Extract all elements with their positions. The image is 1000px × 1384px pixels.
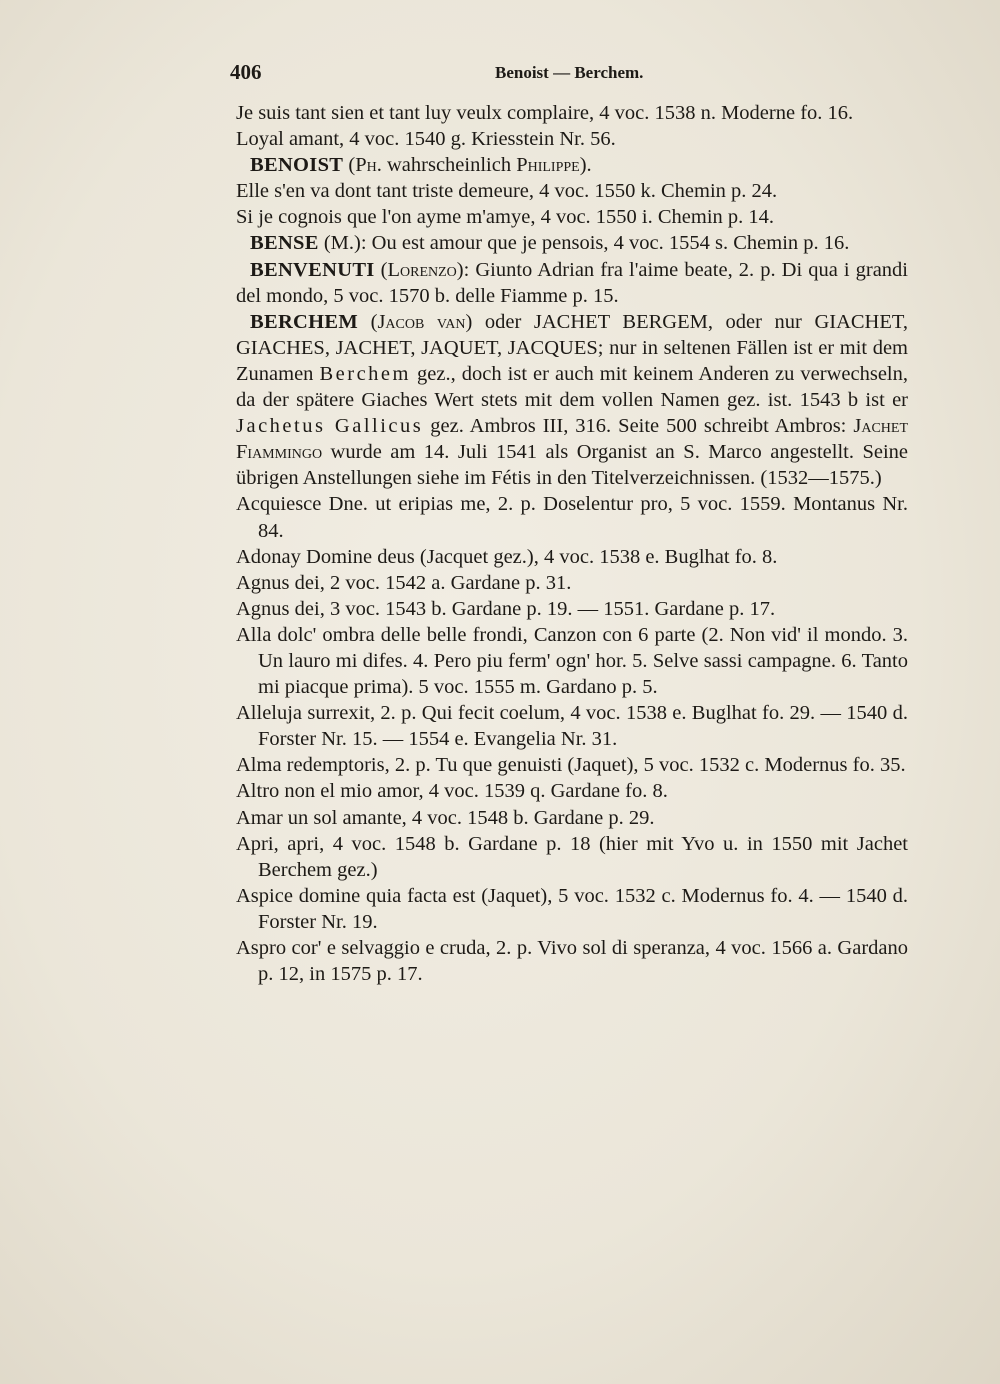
composer-name: BERCHEM — [250, 310, 359, 333]
composer-text: ) oder JACHET BERGEM, oder nur GIACHET, GIACHES, JACHET, JAQUET, JACQUES; nur in seltenen Fällen ist er mit dem Zunamen — [236, 310, 909, 385]
composer-text: Lorenzo — [387, 258, 457, 281]
composer-text: gez., doch ist er auch mit keinem Anderen zu verwechseln, da der spätere Giaches Wert stets mit dem vollen Namen gez. ist. 1543 b ist er — [236, 362, 908, 412]
composer-name: BENSE — [250, 232, 319, 255]
entry: Alma redemptoris, 2. p. Tu que genuisti (Jaquet), 5 voc. 1532 c. Modernus fo. 35. — [236, 754, 906, 777]
entry: Alleluja surrexit, 2. p. Qui fecit coelum, 4 voc. 1538 e. Buglhat fo. 29. — 1540 d. Forster Nr. 15. — 1554 e. Evangelia Nr. 31. — [236, 702, 908, 751]
composer-heading-berchem — [236, 309, 908, 492]
entry: Agnus dei, 2 voc. 1542 a. Gardane p. 31. — [236, 571, 572, 594]
composer-name: BENVENUTI — [250, 258, 375, 281]
entry: Elle s'en va dont tant triste demeure, 4 voc. 1550 k. Chemin p. 24. — [236, 180, 778, 203]
composer-name: BENOIST — [250, 154, 344, 177]
composer-heading-bense — [236, 230, 908, 256]
composer-text: . wahrscheinlich — [376, 154, 517, 177]
entry: Altro non el mio amor, 4 voc. 1539 q. Gardane fo. 8. — [236, 780, 668, 803]
composer-text: gez. Ambros III, 316. Seite 500 schreibt Ambros: — [423, 415, 854, 438]
page-number: 406 — [230, 60, 262, 84]
composer-heading-benoist — [236, 152, 908, 178]
composer-text: Berchem — [319, 362, 411, 385]
composer-text: (M.): Ou est amour que je pensois, 4 voc. 1554 s. Chemin p. 16. — [318, 232, 850, 255]
entry: Aspro cor' e selvaggio e cruda, 2. p. Vivo sol di speranza, 4 voc. 1566 a. Gardano p. 12, in 1575 p. 17. — [236, 937, 908, 986]
composer-text: ). — [579, 154, 592, 177]
entry: Agnus dei, 3 voc. 1543 b. Gardane p. 19. — 1551. Gardane p. 17. — [236, 597, 776, 620]
entry: Si je cognois que l'on ayme m'amye, 4 voc. 1550 i. Chemin p. 14. — [236, 206, 775, 229]
composer-text: ): Giunto Adrian fra l'aime beate, 2. p. Di qua i grandi del mondo, 5 voc. 1570 b. delle Fiamme p. 15. — [236, 258, 908, 307]
composer-text: wurde am 14. Juli 1541 als Organist an S. Marco angestellt. Seine übrigen Anstellungen siehe im Fétis in den Titelverzeichnissen. (1532—1575.) — [236, 441, 908, 490]
entry: Amar un sol amante, 4 voc. 1548 b. Gardane p. 29. — [236, 806, 655, 829]
composer-text: Jachetus Gallicus — [236, 415, 424, 438]
entry: Je suis tant sien et tant luy veulx complaire, 4 voc. 1538 n. Moderne fo. 16. — [236, 102, 854, 124]
entry: Aspice domine quia facta est (Jaquet), 5 voc. 1532 c. Modernus fo. 4. — 1540 d. Forster Nr. 19. — [236, 884, 908, 933]
composer-heading-benvenuti — [236, 257, 908, 309]
composer-text: (P — [343, 154, 367, 177]
page-header — [230, 60, 910, 90]
composer-text: ( — [374, 258, 388, 281]
composer-text: ( — [358, 310, 378, 333]
entry: Apri, apri, 4 voc. 1548 b. Gardane p. 18 (hier mit Yvo u. in 1550 mit Jachet Berchem gez.) — [236, 832, 908, 881]
composer-text: Philippe — [516, 154, 580, 177]
composer-text: Jacob van — [377, 310, 466, 333]
composer-text: h — [366, 154, 377, 177]
entry: Adonay Domine deus (Jacquet gez.), 4 voc. 1538 e. Buglhat fo. 8. — [236, 545, 778, 568]
running-head: Benoist — Berchem. — [495, 63, 644, 82]
text-block — [236, 100, 908, 987]
composer-text: Jachet Fiammingo — [236, 415, 909, 464]
entry: Loyal amant, 4 voc. 1540 g. Kriesstein Nr. 56. — [236, 128, 616, 151]
entry: Acquiesce Dne. ut eripias me, 2. p. Doselentur pro, 5 voc. 1559. Montanus Nr. 84. — [236, 493, 908, 542]
entry: Alla dolc' ombra delle belle frondi, Canzon con 6 parte (2. Non vid' il mondo. 3. Un lauro mi difes. 4. Pero piu ferm' ogn' hor. 5. Selve sassi campagne. 6. Tanto mi piacque prima). 5 voc. 1555 m. Gardano p. 5. — [236, 623, 908, 699]
